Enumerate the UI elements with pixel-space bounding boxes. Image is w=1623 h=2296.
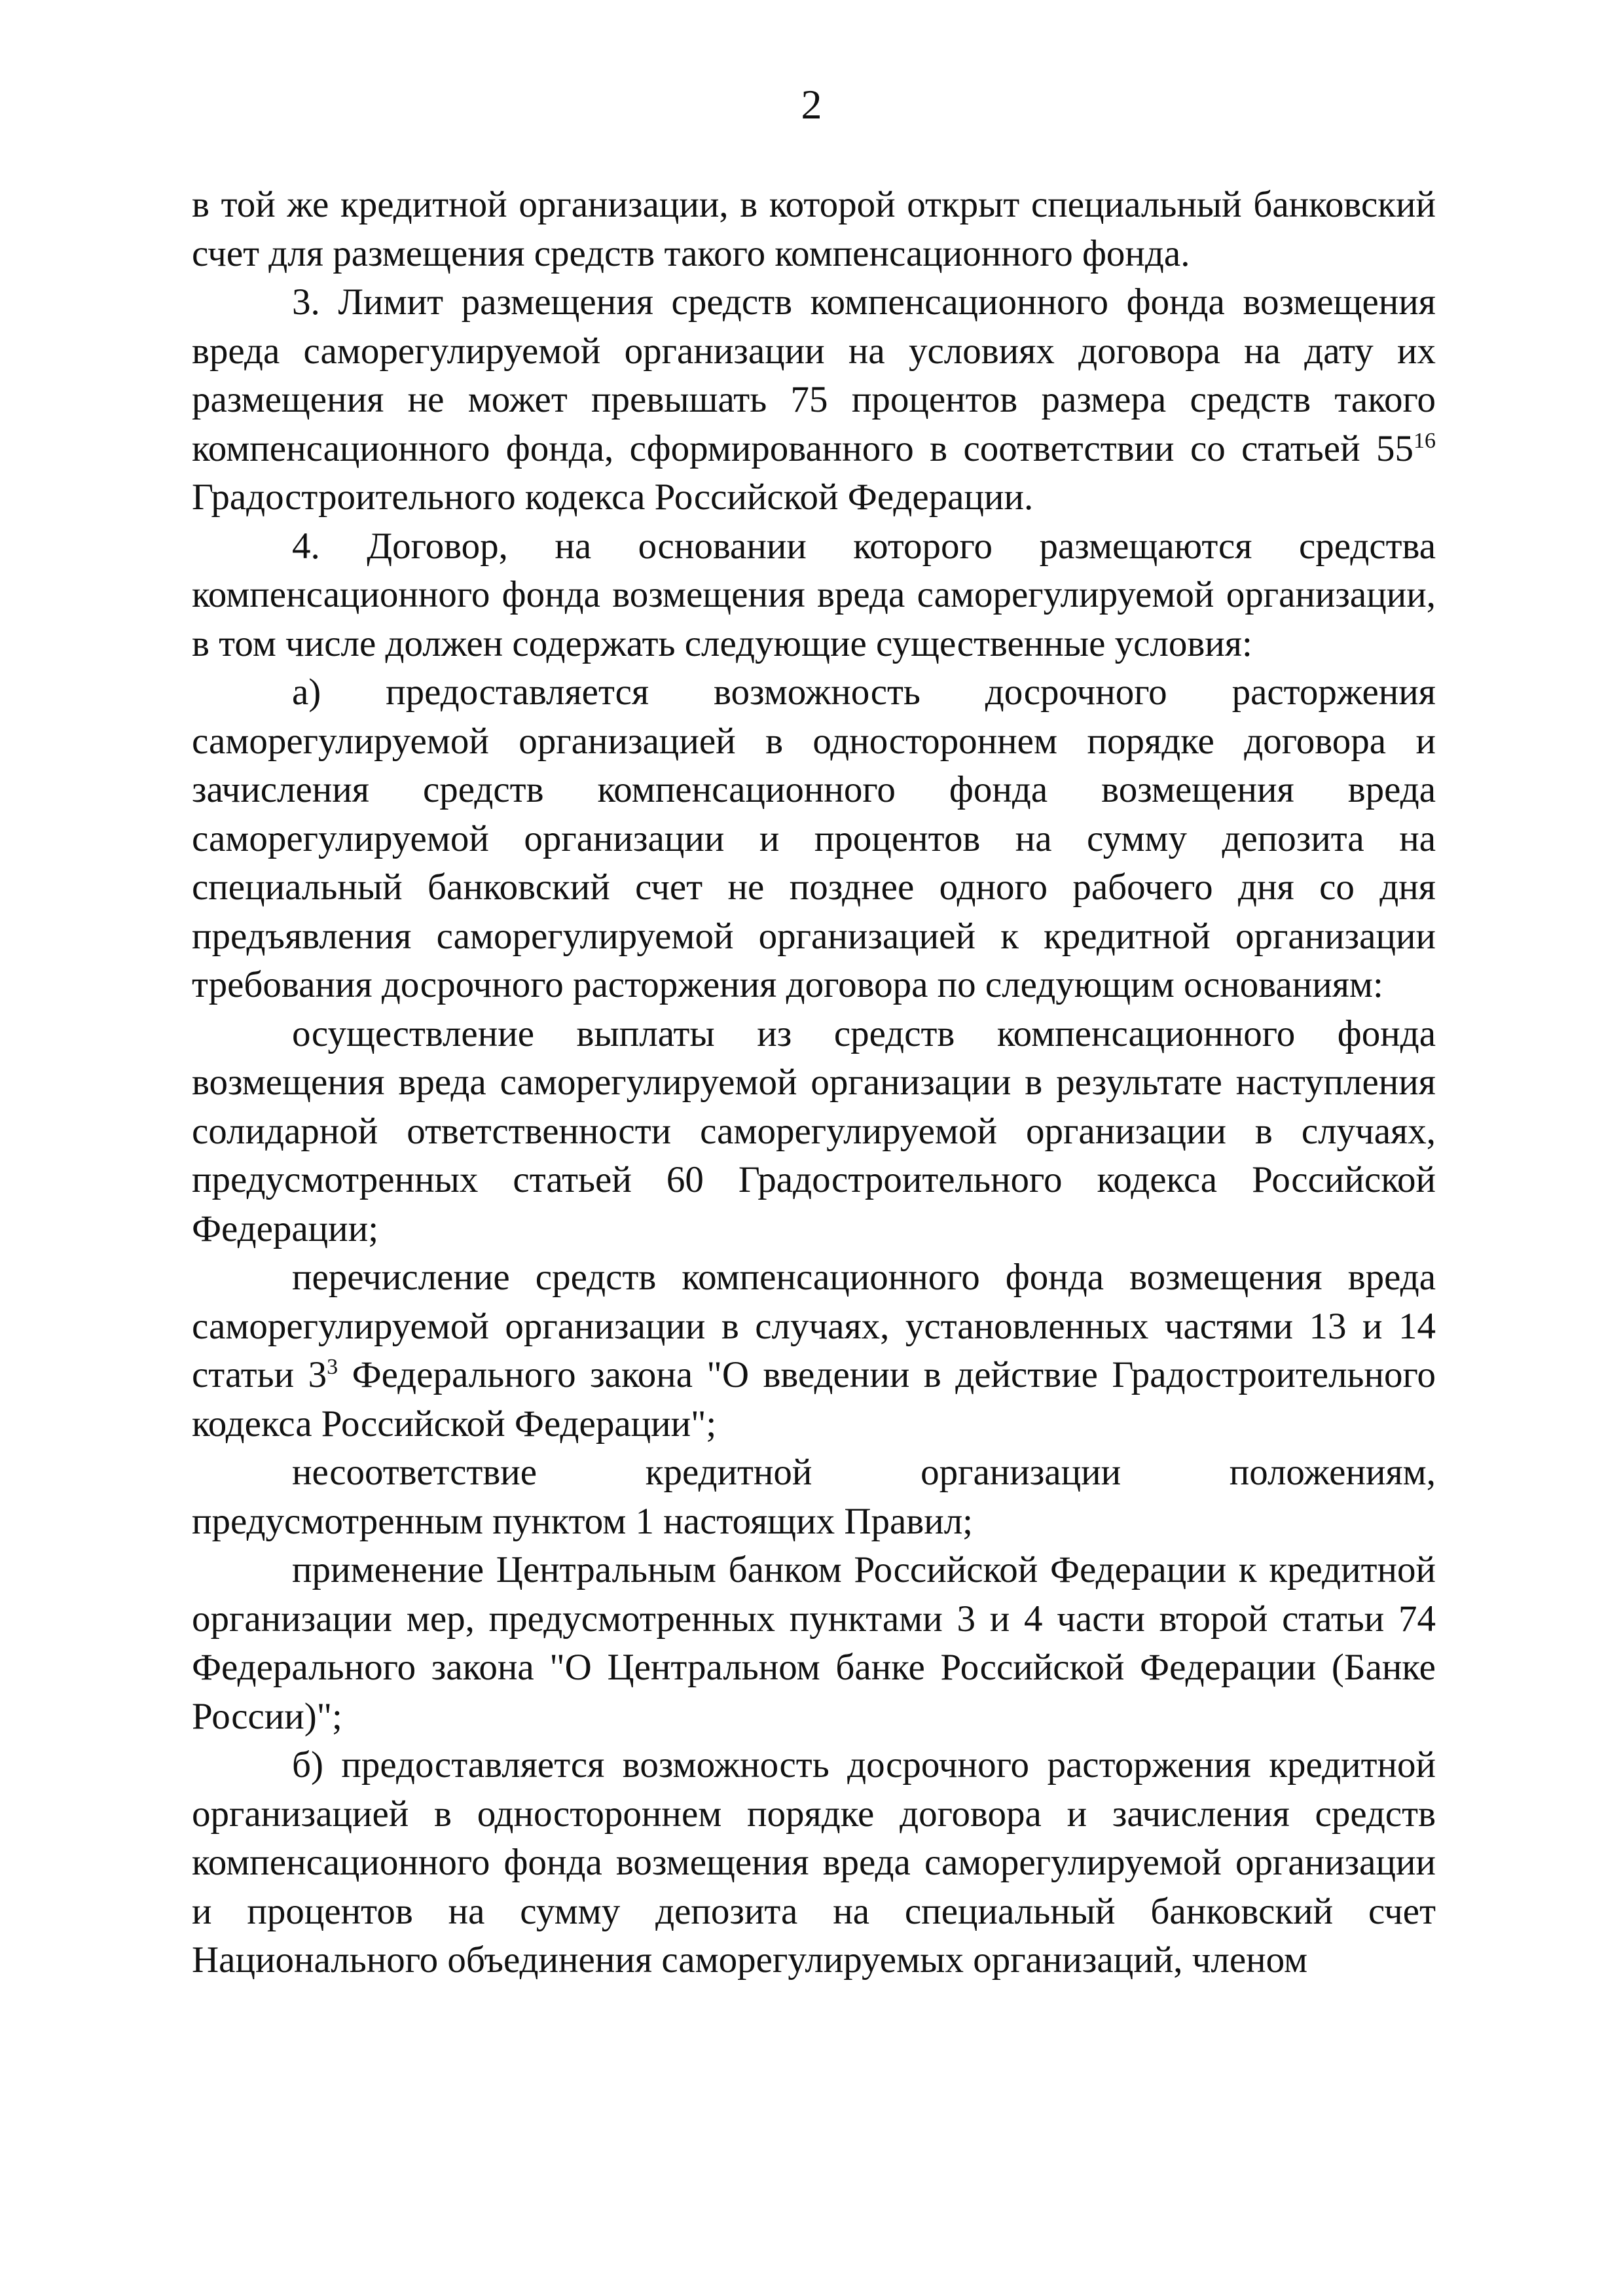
- paragraph-subitem-a: а) предоставляется возможность досрочного расторжения саморегулируемой организацией в одностороннем порядке договора и зачисления средств компенсационного фонда возмещения вреда саморегулируемой организации и процентов на сумму депозита на специальный банковский счет не позднее одного рабочего дня со дня предъявления саморегулируемой организацией к кредитной организации требования досрочного расторжения договора по следующим основаниям:: [192, 672, 1436, 1005]
- paragraph-item-3-text-end: Градостроительного кодекса Российской Федерации.: [192, 476, 1034, 518]
- paragraph-item-3: [192, 278, 1436, 522]
- document-body: [192, 181, 1436, 1985]
- paragraph-ground-transfer-text-end: Федерального закона "О введении в действие Градостроительного кодекса Российской Федерации";: [192, 1354, 1436, 1444]
- paragraph-subitem-b: б) предоставляется возможность досрочного расторжения кредитной организацией в одностороннем порядке договора и зачисления средств компенсационного фонда возмещения вреда саморегулируемой организации и процентов на сумму депозита на специальный банковский счет Национального объединения саморегулируемых организаций, членом: [192, 1744, 1436, 1981]
- paragraph-ground-central-bank: применение Центральным банком Российской Федерации к кредитной организации мер, предусмотренных пунктами 3 и 4 части второй статьи 74 Федерального закона "О Центральном банке Российской Федерации (Банке России)";: [192, 1549, 1436, 1737]
- paragraph-ground-transfer: [192, 1253, 1436, 1448]
- paragraph-ground-payment: осуществление выплаты из средств компенсационного фонда возмещения вреда саморегулируемой организации в результате наступления солидарной ответственности саморегулируемой организации в случаях, предусмотренных статьей 60 Градостроительного кодекса Российской Федерации;: [192, 1013, 1436, 1249]
- paragraph-ground-noncompliance: несоответствие кредитной организации положениям, предусмотренным пунктом 1 настоящих Правил;: [192, 1452, 1436, 1542]
- superscript-16: 16: [1413, 428, 1436, 453]
- paragraph-continuation: в той же кредитной организации, в которой открыт специальный банковский счет для размещения средств такого компенсационного фонда.: [192, 184, 1436, 274]
- paragraph-ground-transfer-text: перечисление средств компенсационного фонда возмещения вреда саморегулируемой организации в случаях, установленных частями 13 и 14 статьи 3: [192, 1257, 1436, 1395]
- paragraph-item-4: 4. Договор, на основании которого размещаются средства компенсационного фонда возмещения вреда саморегулируемой организации, в том числе должен содержать следующие существенные условия:: [192, 525, 1436, 664]
- superscript-3: 3: [327, 1355, 338, 1379]
- paragraph-item-3-text: 3. Лимит размещения средств компенсационного фонда возмещения вреда саморегулируемой организации на условиях договора на дату их размещения не может превышать 75 процентов размера средств такого компенсационного фонда, сформированного в соответствии со статьей 55: [192, 281, 1436, 469]
- page-number: 2: [801, 81, 822, 128]
